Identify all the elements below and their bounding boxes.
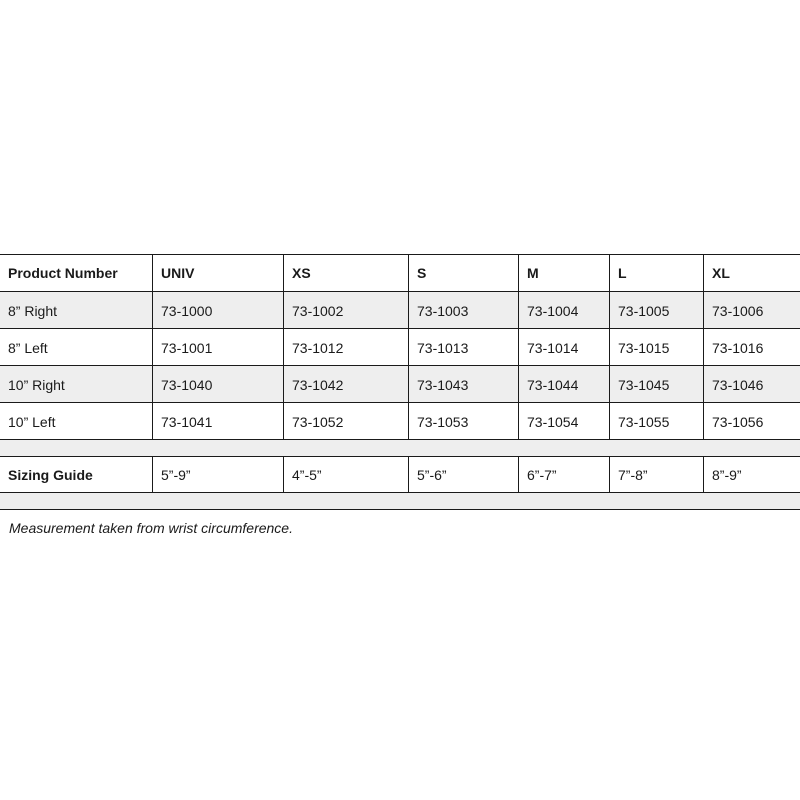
measurement-note: Measurement taken from wrist circumference.	[9, 520, 293, 536]
header-cell: UNIV	[152, 255, 283, 291]
table-cell: 73-1041	[152, 403, 283, 439]
table-cell: 73-1052	[283, 403, 408, 439]
sizing-cell: 6”-7”	[518, 457, 609, 492]
table-row	[0, 366, 800, 403]
table-cell: 73-1055	[609, 403, 703, 439]
sizing-cell: 8”-9”	[703, 457, 800, 492]
row-label: 10” Left	[8, 413, 56, 430]
table-cell: 73-1002	[283, 292, 408, 328]
table-cell: 73-1004	[518, 292, 609, 328]
row-separator	[0, 493, 800, 510]
table-cell: 73-1053	[408, 403, 518, 439]
table-cell: 73-1001	[152, 329, 283, 365]
row-label: 10” Right	[8, 376, 65, 393]
header-row	[0, 254, 800, 292]
table-cell: 73-1000	[152, 292, 283, 328]
size-chart-table	[0, 254, 800, 546]
header-cell: S	[408, 255, 518, 291]
table-row	[0, 403, 800, 440]
table-cell: 73-1003	[408, 292, 518, 328]
table-cell: 73-1012	[283, 329, 408, 365]
header-cell: Product Number	[8, 265, 118, 281]
table-cell: 73-1054	[518, 403, 609, 439]
sizing-cell: 5”-6”	[408, 457, 518, 492]
table-cell: 73-1005	[609, 292, 703, 328]
table-row	[0, 292, 800, 329]
table-cell: 73-1016	[703, 329, 800, 365]
header-cell: L	[609, 255, 703, 291]
table-cell: 73-1013	[408, 329, 518, 365]
row-label: 8” Right	[8, 302, 58, 319]
row-separator	[0, 440, 800, 457]
table-cell: 73-1043	[408, 366, 518, 402]
table-cell: 73-1046	[703, 366, 800, 402]
table-cell: 73-1044	[518, 366, 609, 402]
sizing-cell: 7”-8”	[609, 457, 703, 492]
table-cell: 73-1042	[283, 366, 408, 402]
sizing-cell: 5”-9”	[152, 457, 283, 492]
header-cell: XL	[703, 255, 800, 291]
sizing-guide-row	[0, 457, 800, 493]
table-cell: 73-1040	[152, 366, 283, 402]
table-cell: 73-1045	[609, 366, 703, 402]
table-cell: 73-1056	[703, 403, 800, 439]
table-cell: 73-1006	[703, 292, 800, 328]
table-cell: 73-1014	[518, 329, 609, 365]
sizing-guide-label: Sizing Guide	[8, 466, 93, 483]
table-cell: 73-1015	[609, 329, 703, 365]
table-row	[0, 329, 800, 366]
header-cell: XS	[283, 255, 408, 291]
row-label: 8” Left	[8, 339, 48, 356]
sizing-cell: 4”-5”	[283, 457, 408, 492]
header-cell: M	[518, 255, 609, 291]
